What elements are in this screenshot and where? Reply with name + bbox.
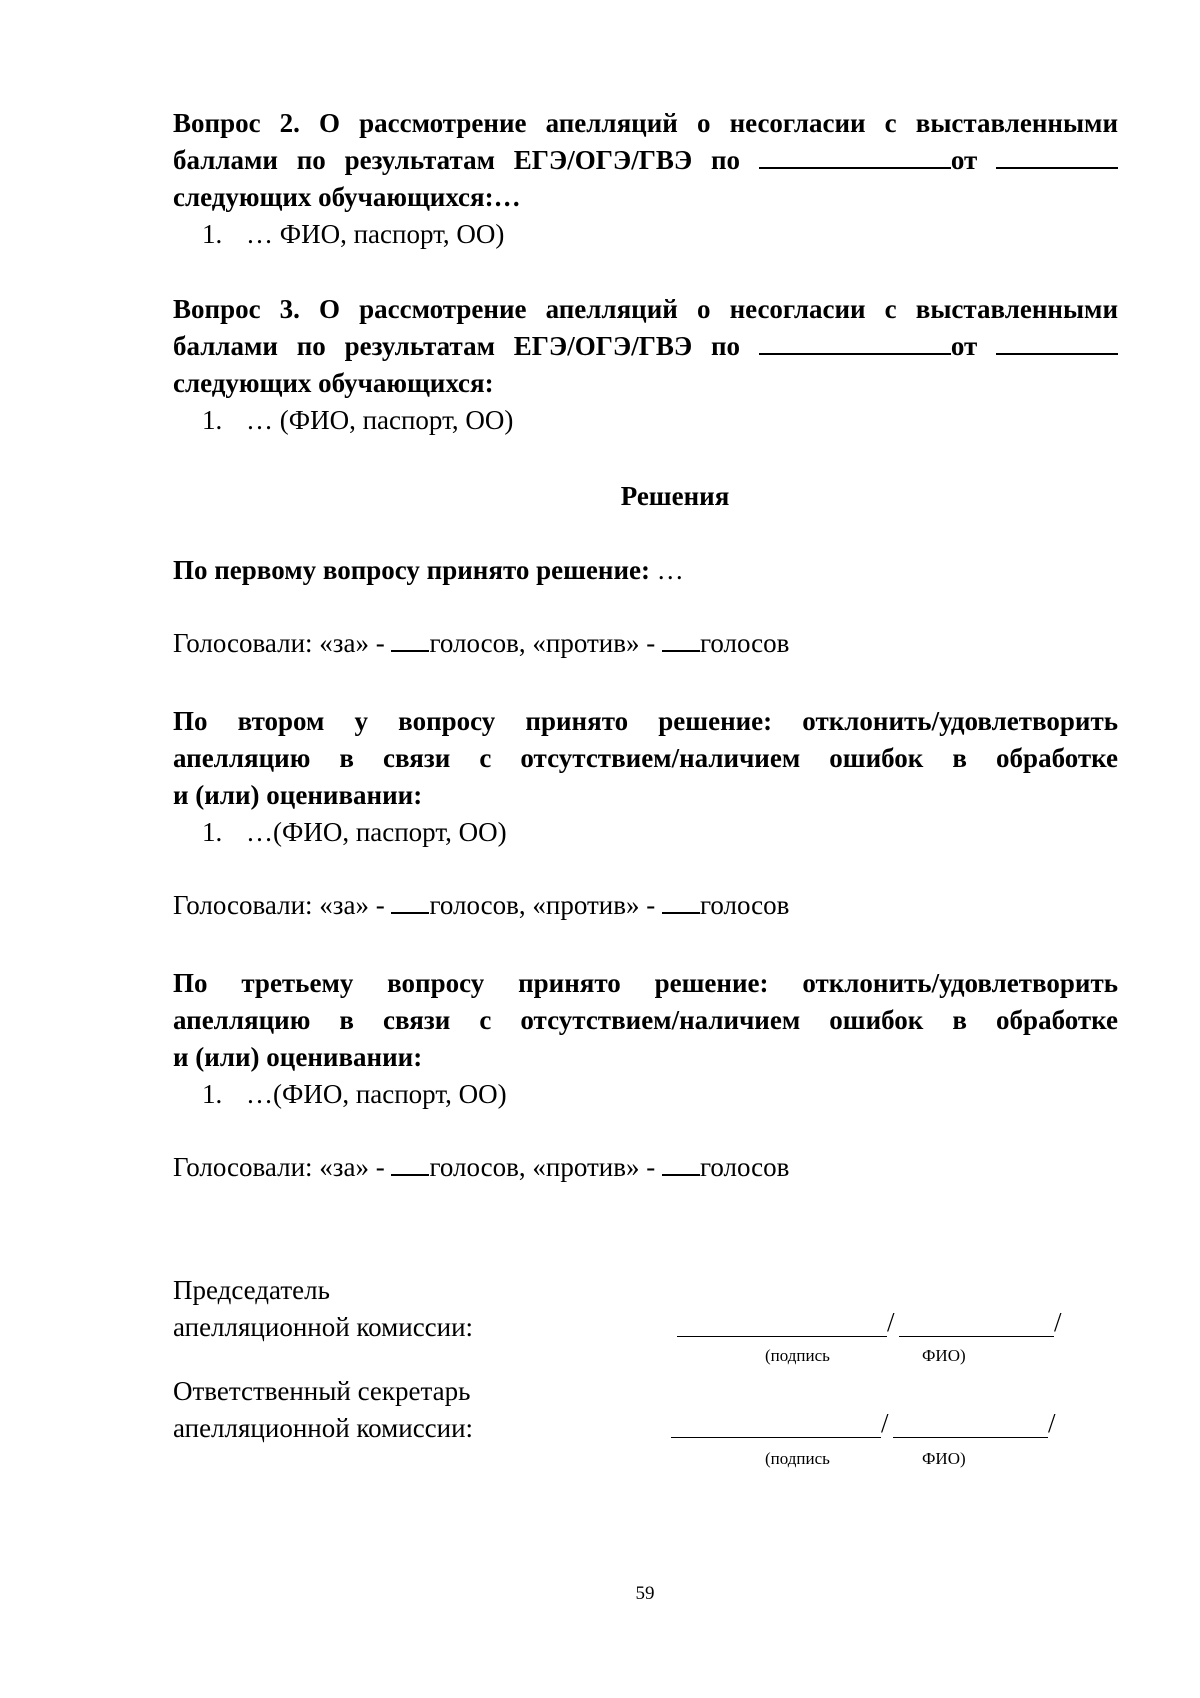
chair-name-line (899, 1336, 1054, 1337)
question-3-item: 1. … (ФИО, паспорт, ОО) (202, 405, 514, 435)
chair-label: Председатель апелляционной комиссии: (173, 1275, 474, 1342)
decision-2-item: 1. …(ФИО, паспорт, ОО) (202, 817, 507, 847)
decision-3-item: 1. …(ФИО, паспорт, ОО) (202, 1079, 507, 1109)
vote-line-1: Голосовали: «за» - голосов, «против» - голосов (173, 628, 790, 658)
subject-blank (759, 331, 951, 355)
chair-slash-1: / (887, 1307, 895, 1337)
decision-2: По втором у вопросу принято решение: отклонить/удовлетворить апелляцию в связи с отсутствием/наличием ошибок в обработке и (или) оценивании: (173, 706, 1118, 810)
date-blank (996, 145, 1118, 169)
chair-slash-2: / (1054, 1307, 1062, 1337)
question-3-line3: следующих обучающихся: (173, 368, 494, 398)
votes-against-blank (662, 630, 700, 652)
secretary-label: Ответственный секретарь апелляционной комиссии: (173, 1376, 474, 1443)
decisions-heading: Решения (620, 481, 730, 511)
question-2 (173, 105, 1118, 216)
secretary-signature-line (671, 1437, 881, 1438)
question-3-line1: Вопрос 3. О рассмотрение апелляций о несогласии с выставленными (173, 294, 1118, 324)
vote-line-2: Голосовали: «за» - голосов, «против» - голосов (173, 890, 790, 920)
votes-for-blank (391, 1154, 429, 1176)
decision-1: По первому вопросу принято решение: … (173, 555, 684, 585)
question-3 (173, 291, 1118, 402)
vote-line-3: Голосовали: «за» - голосов, «против» - голосов (173, 1152, 790, 1182)
secretary-slash-1: / (881, 1408, 889, 1438)
votes-for-blank (391, 630, 429, 652)
chair-caption-name: ФИО) (922, 1346, 966, 1365)
question-2-line3: следующих обучающихся:… (173, 182, 521, 212)
secretary-slash-2: / (1048, 1408, 1056, 1438)
question-3-line2: баллами по результатам ЕГЭ/ОГЭ/ГВЭ по от (173, 328, 1118, 365)
secretary-caption-name: ФИО) (922, 1449, 966, 1468)
page-number: 59 (635, 1583, 655, 1604)
chair-caption-signature: (подпись (765, 1346, 830, 1365)
subject-blank (759, 145, 951, 169)
question-2-line2: баллами по результатам ЕГЭ/ОГЭ/ГВЭ по от (173, 142, 1118, 179)
secretary-name-line (893, 1437, 1048, 1438)
chair-signature-line (677, 1336, 887, 1337)
votes-for-blank (391, 892, 429, 914)
secretary-caption-signature: (подпись (765, 1449, 830, 1468)
decision-3: По третьему вопросу принято решение: отклонить/удовлетворить апелляцию в связи с отсутствием/наличием ошибок в обработке и (или) оценивании: (173, 968, 1118, 1072)
date-blank (996, 331, 1118, 355)
question-2-line1: Вопрос 2. О рассмотрение апелляций о несогласии с выставленными (173, 108, 1118, 138)
votes-against-blank (662, 1154, 700, 1176)
votes-against-blank (662, 892, 700, 914)
question-2-item: 1. … ФИО, паспорт, ОО) (202, 219, 505, 249)
